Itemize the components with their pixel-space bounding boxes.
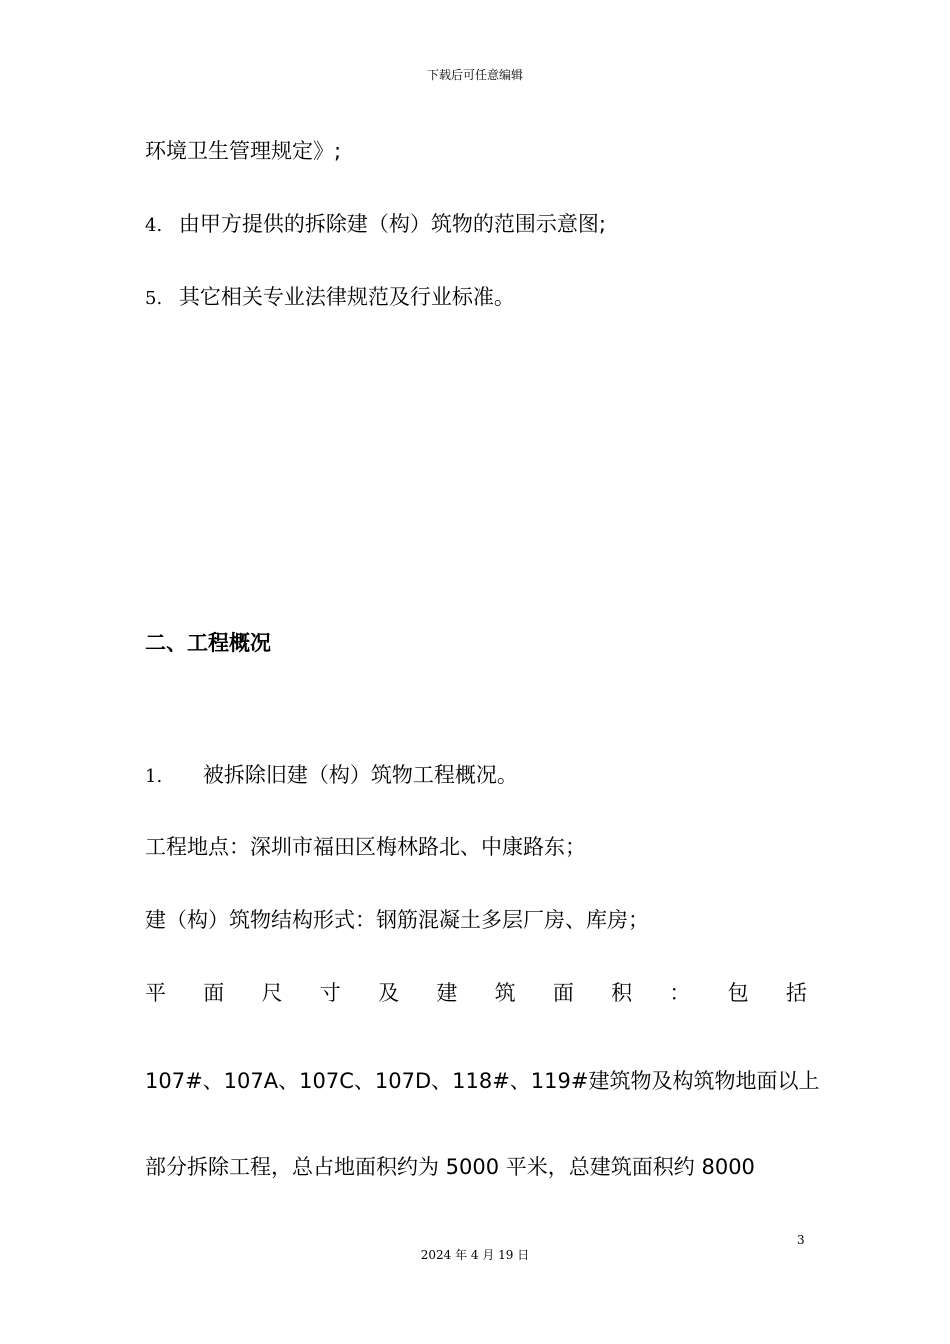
char: 筑 bbox=[494, 981, 516, 1005]
list-number: 1. bbox=[145, 766, 163, 787]
char: 尺 bbox=[261, 981, 283, 1005]
char: 及 bbox=[378, 981, 400, 1005]
char: 积 bbox=[611, 981, 633, 1005]
location-line: 工程地点：深圳市福田区梅林路北、中康路东； bbox=[145, 835, 586, 859]
char: 寸 bbox=[319, 981, 341, 1005]
list-text: 其它相关专业法律规范及行业标准。 bbox=[178, 285, 515, 309]
list-text: 由甲方提供的拆除建（构）筑物的范围示意图; bbox=[178, 212, 606, 236]
list-text: 被拆除旧建（构）筑物工程概况。 bbox=[202, 763, 518, 787]
char: 建 bbox=[436, 981, 458, 1005]
structure-line: 建（构）筑物结构形式：钢筋混凝土多层厂房、库房； bbox=[145, 908, 649, 932]
page-number: 3 bbox=[797, 1233, 805, 1247]
char: ： bbox=[669, 981, 691, 1005]
footer-date: 2024 年 4 月 19 日 bbox=[420, 1248, 530, 1262]
char: 包 bbox=[727, 981, 749, 1005]
char: 平 bbox=[145, 981, 166, 1005]
text-line: 环境卫生管理规定》; bbox=[145, 139, 342, 163]
list-number: 4. bbox=[145, 215, 163, 236]
justified-line bbox=[145, 978, 807, 1008]
area-line: 部分拆除工程，总占地面积约为 5000 平米，总建筑面积约 8000 bbox=[145, 1155, 755, 1179]
list-item-1 bbox=[145, 760, 518, 792]
list-item-4 bbox=[145, 209, 606, 241]
list-item-5 bbox=[145, 282, 515, 314]
section-heading: 二、工程概况 bbox=[145, 631, 271, 655]
char: 面 bbox=[552, 981, 574, 1005]
list-number: 5. bbox=[145, 288, 163, 309]
char: 括 bbox=[785, 981, 807, 1005]
page-header: 下载后可任意编辑 bbox=[426, 68, 523, 82]
buildings-line: 107#、107A、107C、107D、118#、119#建筑物及构筑物地面以上 bbox=[145, 1069, 820, 1093]
char: 面 bbox=[203, 981, 225, 1005]
